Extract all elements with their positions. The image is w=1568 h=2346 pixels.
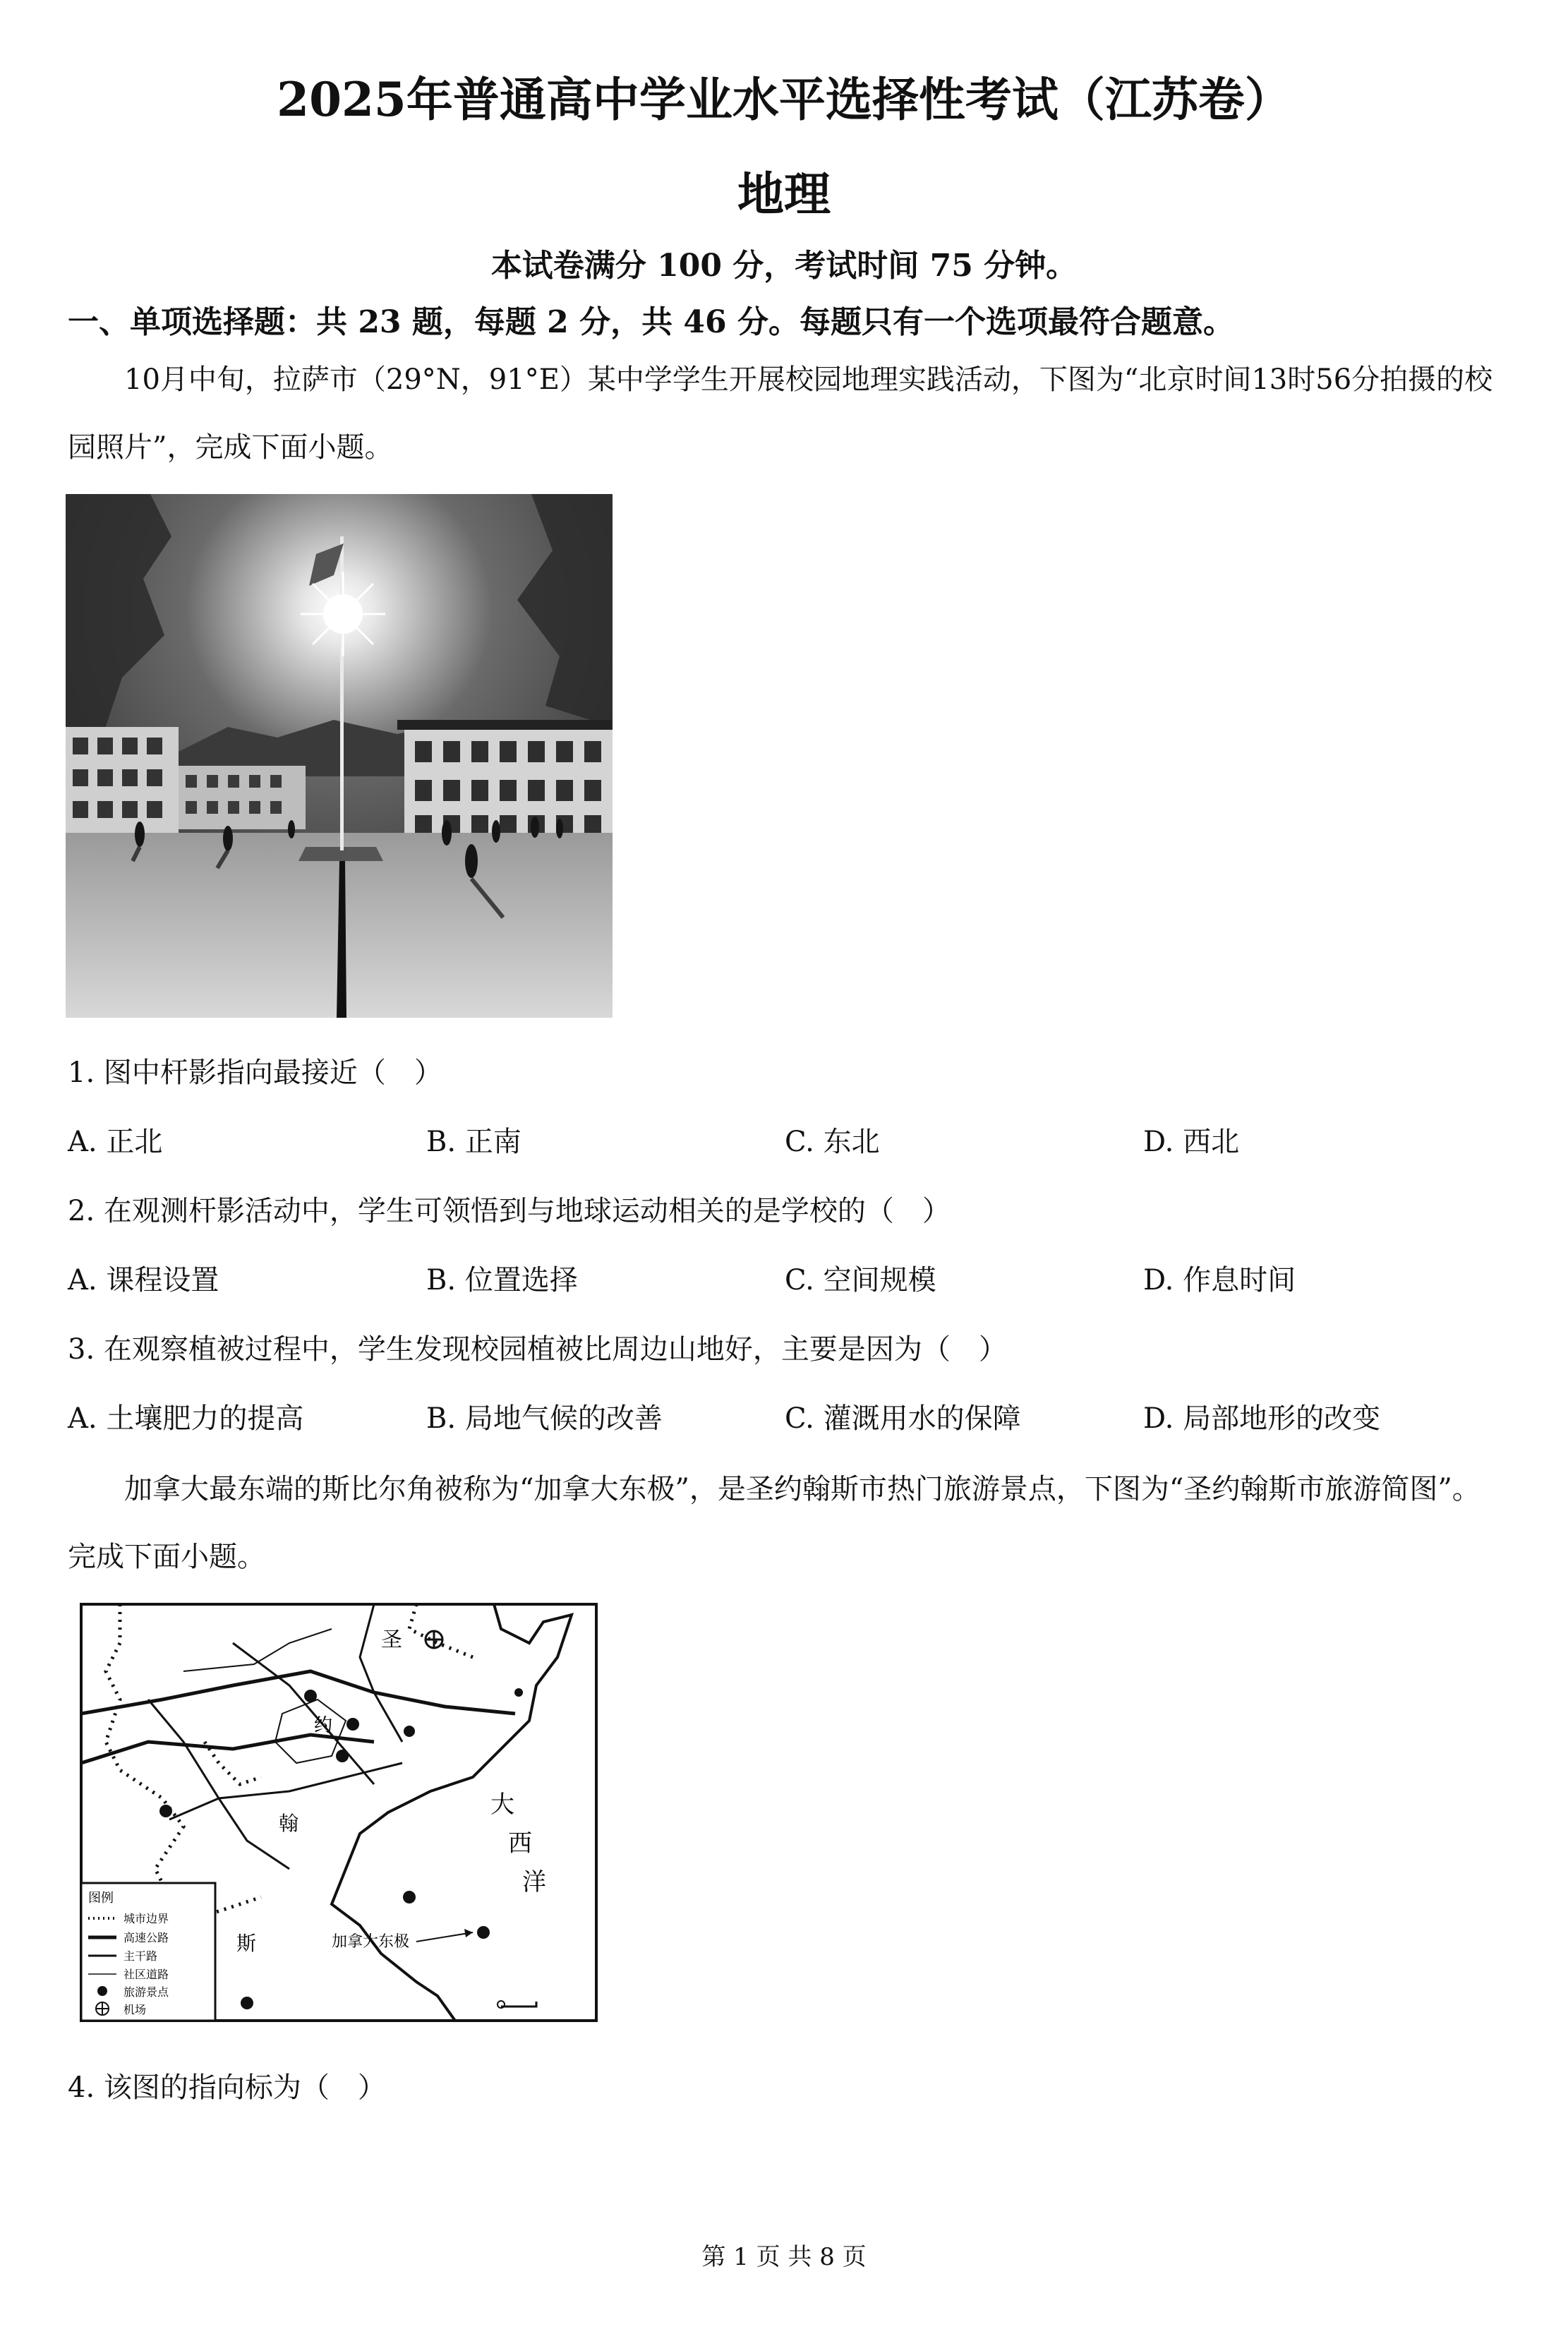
question-1-stem: 1. 图中杆影指向最接近（ ） <box>68 1057 442 1089</box>
q3-option-c[interactable]: C. 灌溉用水的保障 <box>785 1402 1021 1435</box>
st-johns-tourist-map <box>78 1601 600 2024</box>
legend-main-road: 主干路 <box>123 1949 158 1963</box>
section-heading: 一、单项选择题：共 23 题，每题 2 分，共 46 分。每题只有一个选项最符合题意。 <box>68 304 1234 340</box>
question-4-stem: 4. 该图的指向标为（ ） <box>68 2071 386 2104</box>
q3-option-d[interactable]: D. 局部地形的改变 <box>1143 1402 1381 1435</box>
q1-option-d[interactable]: D. 西北 <box>1143 1126 1240 1158</box>
question-2-stem: 2. 在观测杆影活动中，学生可领悟到与地球运动相关的是学校的（ ） <box>68 1195 951 1227</box>
q1-option-b[interactable]: B. 正南 <box>426 1126 521 1158</box>
subject-title: 地理 <box>737 167 831 222</box>
legend-tourist-spot: 旅游景点 <box>123 1985 169 1999</box>
page-footer: 第 1 页 共 8 页 <box>701 2243 867 2271</box>
legend-airport: 机场 <box>123 2003 147 2016</box>
q1-option-c[interactable]: C. 东北 <box>785 1126 880 1158</box>
map-label-han: 翰 <box>279 1812 299 1835</box>
campus-photo <box>66 494 613 1018</box>
q2-option-d[interactable]: D. 作息时间 <box>1143 1264 1296 1297</box>
exam-note: 本试卷满分 100 分，考试时间 75 分钟。 <box>490 248 1078 284</box>
ocean-label-1: 大 <box>490 1791 514 1819</box>
ocean-label-2: 西 <box>508 1829 532 1858</box>
map-label-si: 斯 <box>236 1932 257 1955</box>
legend-title: 图例 <box>88 1891 114 1906</box>
east-point-label: 加拿大东极 <box>332 1933 410 1951</box>
exam-title: 2025年普通高中学业水平选择性考试（江苏卷） <box>277 72 1291 127</box>
legend-highway: 高速公路 <box>123 1931 169 1944</box>
ocean-label-3: 洋 <box>522 1868 546 1896</box>
map-label-yue: 约 <box>314 1715 333 1736</box>
legend-community-road: 社区道路 <box>123 1968 169 1981</box>
map-label-sheng: 圣 <box>381 1628 402 1652</box>
passage-lhasa: 10月中旬，拉萨市（29°N，91°E）某中学学生开展校园地理实践活动，下图为“北京时间13时56分拍摄的校园照片”，完成下面小题。 <box>68 363 1493 464</box>
q3-option-a[interactable]: A. 土壤肥力的提高 <box>68 1402 304 1435</box>
q3-option-b[interactable]: B. 局地气候的改善 <box>426 1402 663 1435</box>
q2-option-b[interactable]: B. 位置选择 <box>426 1264 578 1297</box>
q2-option-a[interactable]: A. 课程设置 <box>68 1264 219 1297</box>
passage-st-johns: 加拿大最东端的斯比尔角被称为“加拿大东极”，是圣约翰斯市热门旅游景点，下图为“圣约翰斯市旅游简图”。完成下面小题。 <box>68 1473 1480 1573</box>
legend-city-boundary: 城市边界 <box>123 1912 169 1925</box>
q2-option-c[interactable]: C. 空间规模 <box>785 1264 936 1297</box>
q1-option-a[interactable]: A. 正北 <box>68 1126 163 1158</box>
question-3-stem: 3. 在观察植被过程中，学生发现校园植被比周边山地好，主要是因为（ ） <box>68 1333 1007 1366</box>
